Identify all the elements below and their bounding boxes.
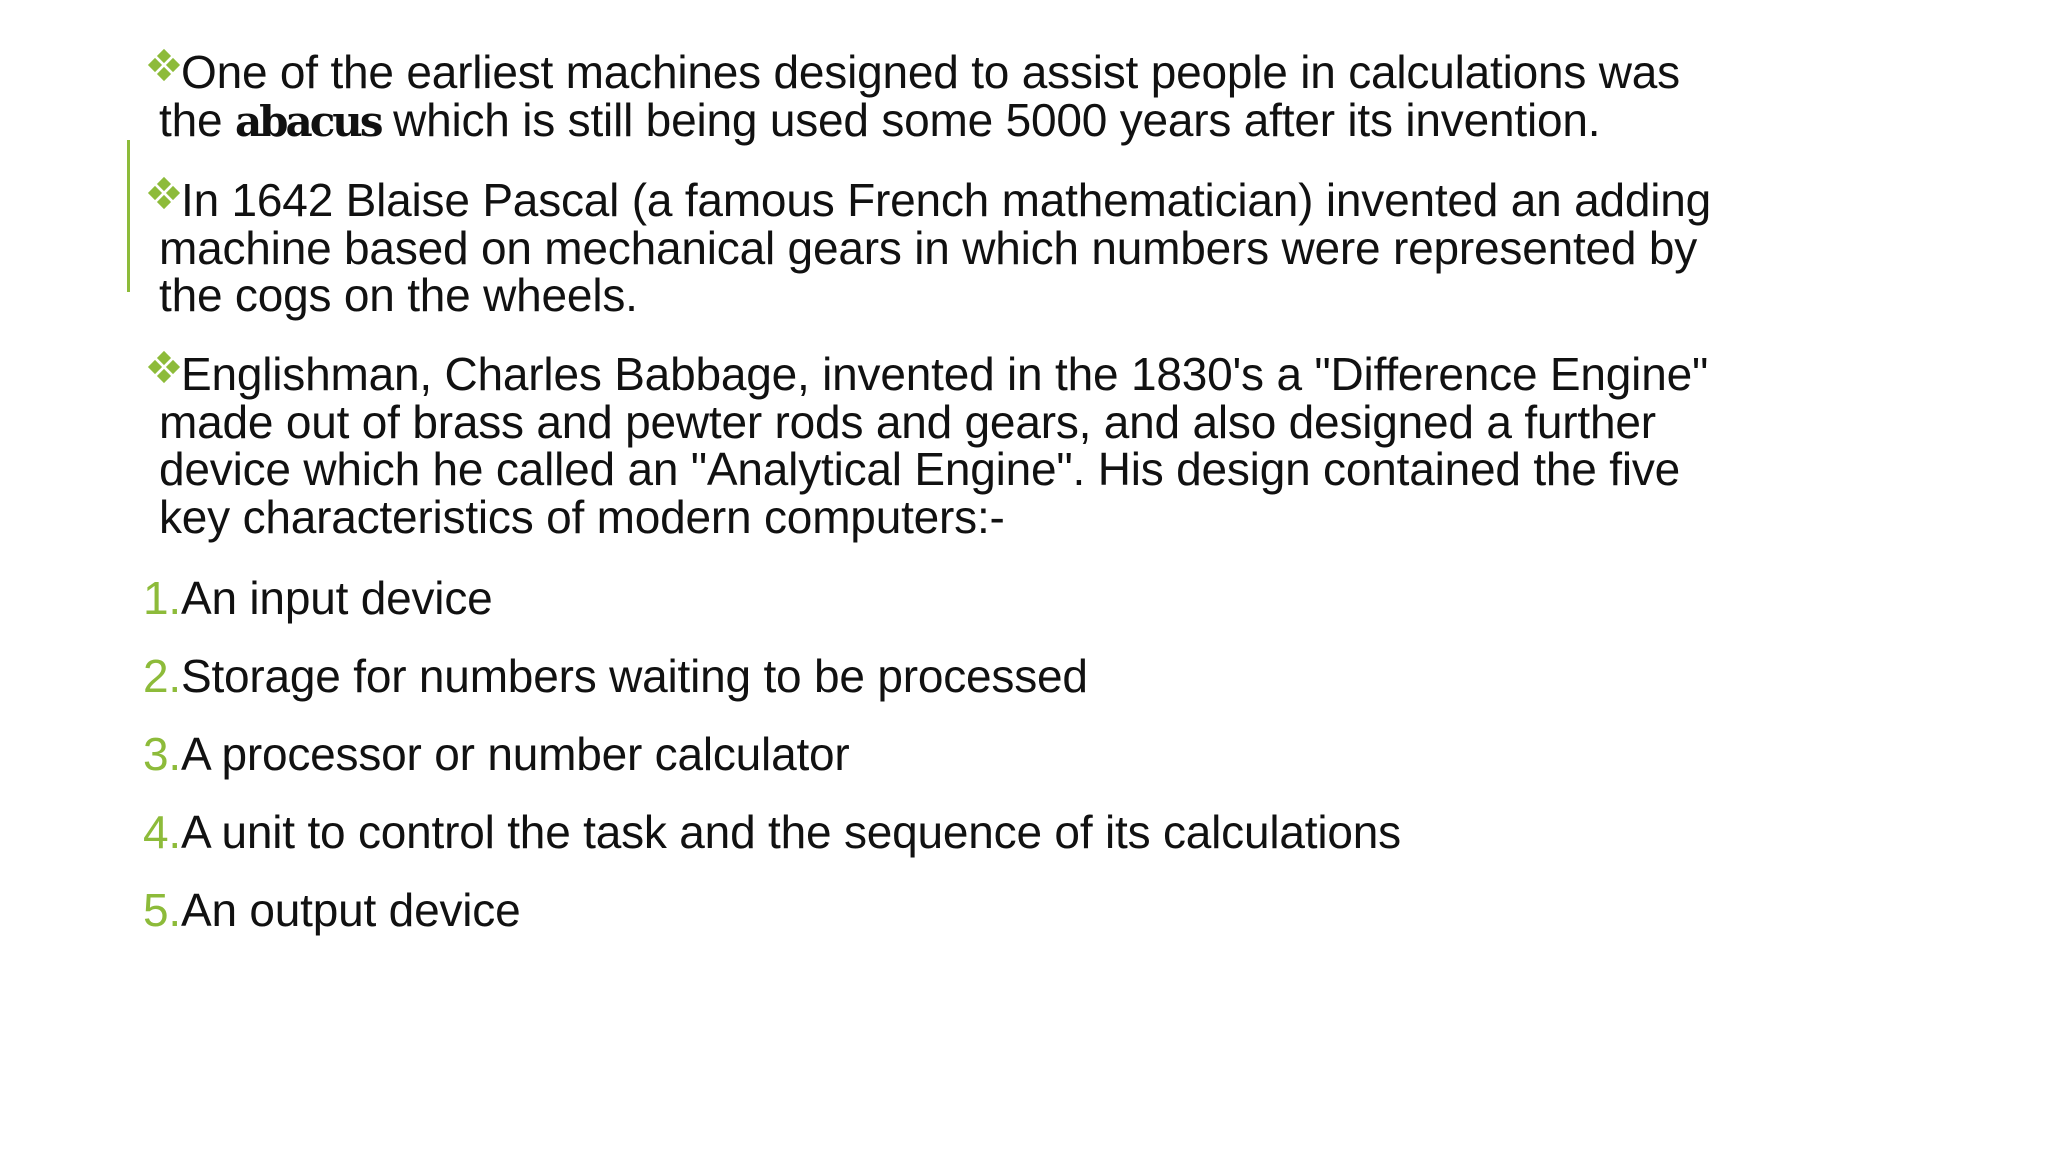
bullet-line: machine based on mechanical gears in which numbers were represented by xyxy=(159,221,1698,274)
bullet-line xyxy=(147,348,1807,400)
bullet-line: the cogs on the wheels. xyxy=(159,269,638,321)
list-text: A processor or number calculator xyxy=(180,728,850,780)
bullet-line: device which he called an "Analytical Engine". His design contained the five xyxy=(159,443,1681,495)
list-item xyxy=(143,884,520,936)
bullet-line: made out of brass and pewter rods and gears, and also designed a further xyxy=(159,395,1656,448)
bullet-text: the xyxy=(159,93,235,146)
bullet-text: Englishman, Charles Babbage, invented in the 1830's a "Difference Engine" xyxy=(181,348,1709,400)
list-number: 4. xyxy=(143,806,181,858)
diamond-bullet-icon xyxy=(147,352,181,386)
abacus-term: abacus xyxy=(234,96,381,146)
bullet-line xyxy=(147,174,1807,226)
list-text: A unit to control the task and the sequence of its calculations xyxy=(180,806,1401,858)
list-item xyxy=(143,650,1088,702)
list-text: An output device xyxy=(180,884,521,936)
bullet-line xyxy=(147,46,1807,98)
bullet-babbage xyxy=(147,348,1807,543)
list-number: 1. xyxy=(143,572,181,624)
list-text: An input device xyxy=(180,572,493,624)
list-text: Storage for numbers waiting to be processed xyxy=(180,650,1088,702)
bullet-line: key characteristics of modern computers:- xyxy=(159,490,1005,543)
diamond-bullet-icon xyxy=(147,178,181,212)
bullet-text: One of the earliest machines designed to assist people in calculations was xyxy=(181,46,1680,98)
list-number: 5. xyxy=(143,884,181,936)
list-number: 2. xyxy=(143,650,181,702)
list-item xyxy=(143,806,1401,858)
bullet-line xyxy=(147,93,1807,146)
list-item xyxy=(143,572,493,624)
bullet-text: which is still being used some 5000 years after its invention. xyxy=(380,93,1601,146)
list-number: 3. xyxy=(143,728,181,780)
diamond-bullet-icon xyxy=(147,50,181,84)
bullet-abacus xyxy=(147,46,1807,146)
accent-rule xyxy=(127,140,130,292)
list-item xyxy=(143,728,850,780)
bullet-pascal xyxy=(147,174,1807,321)
bullet-text: In 1642 Blaise Pascal (a famous French mathematician) invented an adding xyxy=(181,174,1712,226)
